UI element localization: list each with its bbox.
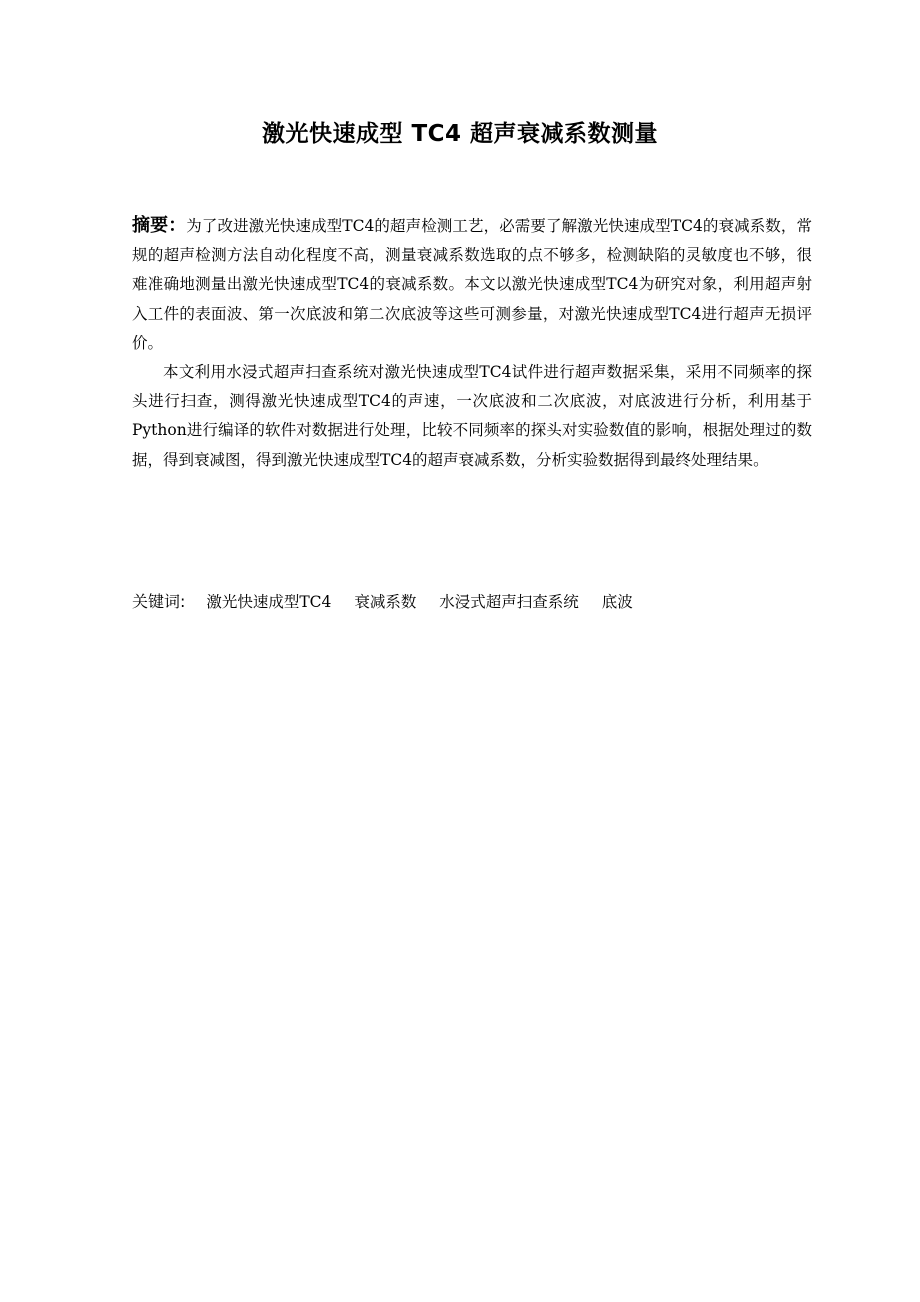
keyword-item: 激光快速成型TC4 (206, 593, 332, 611)
keyword-item: 水浸式超声扫查系统 (439, 593, 579, 611)
abstract-paragraph-1-text: 为了改进激光快速成型TC4的超声检测工艺，必需要了解激光快速成型TC4的衰减系数，常规的超声检测方法自动化程度不高，测量衰减系数选取的点不够多，检测缺陷的灵敏度也不够，很难准确地测量出激光快速成型TC4的衰减系数。本文以激光快速成型TC4为研究对象，利用超声射入工件的表面波、第一次底波和第二次底波等这些可测参量，对激光快速成型TC4进行超声无损评价。 (132, 217, 813, 352)
keywords-line (132, 587, 812, 617)
keywords-label: 关键词: (132, 592, 186, 611)
abstract-section (132, 211, 812, 475)
document-title: 激光快速成型 TC4 超声衰减系数测量 (261, 121, 659, 147)
abstract-paragraph-1 (132, 211, 812, 358)
abstract-paragraph-2: 本文利用水浸式超声扫查系统对激光快速成型TC4试件进行超声数据采集，采用不同频率的探头进行扫查，测得激光快速成型TC4的声速，一次底波和二次底波，对底波进行分析，利用基于Python进行编译的软件对数据进行处理，比较不同频率的探头对实验数值的影响，根据处理过的数据，得到衰减图，得到激光快速成型TC4的超声衰减系数，分析实验数据得到最终处理结果。 (132, 363, 812, 469)
keyword-item: 底波 (601, 593, 633, 611)
abstract-label: 摘要： (132, 215, 187, 236)
keyword-item: 衰减系数 (354, 593, 417, 611)
